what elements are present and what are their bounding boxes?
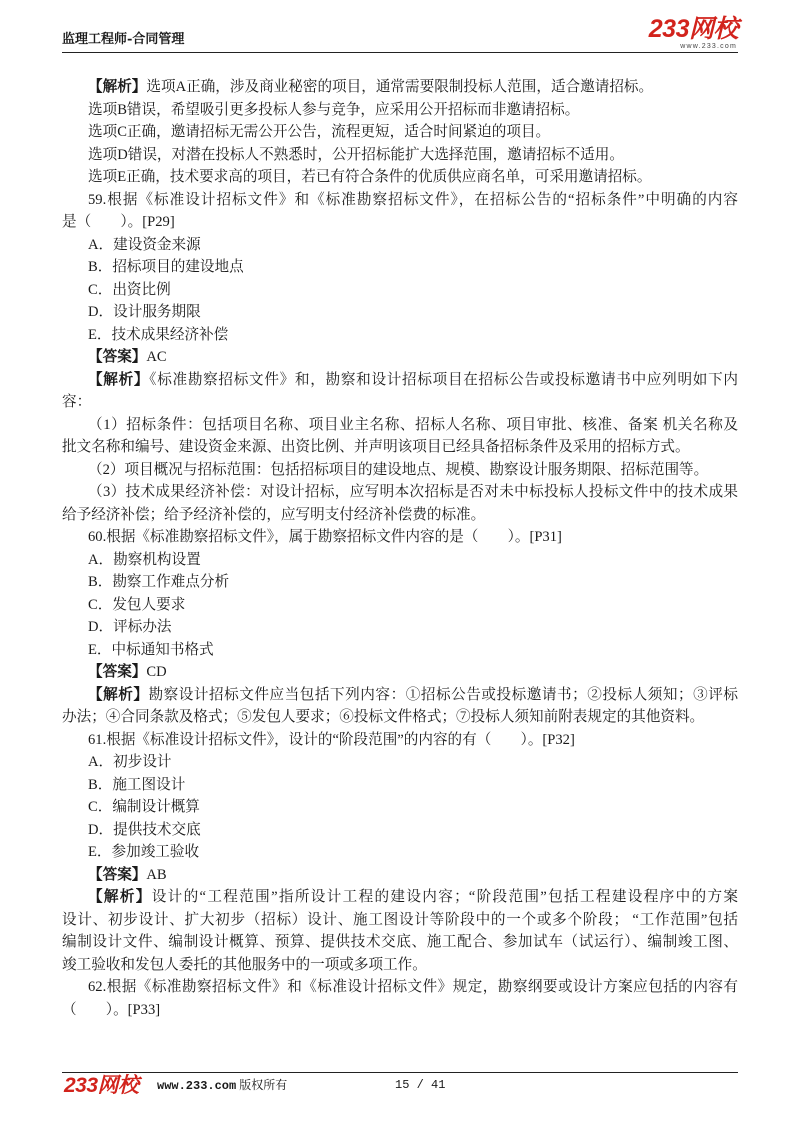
q58-analysis-line (62, 76, 738, 99)
answer-label: 【答案】 (88, 349, 147, 365)
q59-option-e: E．技术成果经济补偿 (88, 326, 229, 343)
footer-logo: 233网校 (64, 1074, 139, 1097)
q60-answer (62, 661, 738, 684)
q59-analysis-line: （3）技术成果经济补偿：对设计招标，应写明本次招标是否对未中标投标人投标文件中的技术成果 (88, 484, 738, 500)
q58-analysis-line: 选项B错误，希望吸引更多投标人参与竞争，应采用公开招标而非邀请招标。 (88, 101, 580, 118)
q61-option-a: A．初步设计 (88, 754, 172, 770)
page-number: 15 / 41 (395, 1078, 446, 1092)
header-divider (62, 52, 738, 53)
answer-label: 【答案】 (88, 866, 147, 883)
q61-analysis-line: 设计、初步设计、扩大初步（招标）设计、施工图设计等阶段中的一个或多个阶段； “工作范围”包括 (62, 911, 738, 928)
header-title: 监理工程师-合同管理 (62, 32, 185, 47)
page-content (62, 76, 738, 1021)
q62-stem: 62.根据《标准勘察招标文件》和《标准设计招标文件》规定，勘察纲要或设计方案应包括的内容有 (88, 979, 738, 995)
q60-option-a: A．勘察机构设置 (88, 551, 201, 568)
analysis-text: 勘察设计招标文件应当包括下列内容：①招标公告或投标邀请书；②投标人须知；③评标 (148, 686, 738, 703)
q59-analysis-line: （1）招标条件：包括项目名称、项目业主名称、招标人名称、项目审批、核准、备案 机关名称及 (88, 416, 738, 433)
analysis-label: 【解析】 (88, 371, 150, 388)
analysis-label: 【解析】 (88, 79, 147, 95)
answer-value: CD (146, 664, 167, 680)
analysis-text: 设计的“工程范围”指所设计工程的建设内容；“阶段范围”包括工程建设程序中的方案 (151, 889, 738, 905)
q60-option-d: D．评标办法 (88, 619, 172, 635)
footer-copyright (157, 1077, 287, 1094)
q60-option-b: B．勘察工作难点分析 (88, 574, 230, 590)
brand-logo: 233网校 (648, 15, 738, 43)
answer-value: AB (146, 866, 167, 883)
q59-option-c: C．出资比例 (88, 281, 171, 298)
q59-option-d: D．设计服务期限 (88, 304, 201, 320)
q62-stem: （ ）。[P33] (62, 1001, 161, 1018)
q58-analysis-line: 选项C正确，邀请招标无需公开公告，流程更短，适合时间紧迫的项目。 (88, 124, 551, 140)
answer-label: 【答案】 (88, 664, 147, 680)
q61-stem: 61.根据《标准设计招标文件》，设计的“阶段范围”的内容的有（ ）。[P32] (88, 731, 575, 748)
q60-analysis-line: 办法；④合同条款及格式；⑤发包人要求；⑥投标文件格式；⑦投标人须知前附表规定的其他资料。 (62, 709, 705, 725)
q61-analysis-line: 编制设计文件、编制设计概算、预算、提供技术交底、施工配合、参加试车（试运行）、编制竣工图、 (62, 934, 738, 950)
q59-option-a: A．建设资金来源 (88, 236, 201, 253)
q59-stem: 59.根据《标准设计招标文件》和《标准勘察招标文件》，在招标公告的“招标条件”中明确的内容 (88, 191, 738, 208)
q58-analysis-line: 选项D错误，对潜在投标人不熟悉时，公开招标能扩大选择范围，邀请招标不适用。 (88, 146, 624, 163)
q59-analysis-line: （2）项目概况与招标范围：包括招标项目的建设地点、规模、勘察设计服务期限、招标范围等。 (88, 461, 709, 478)
q61-option-c: C．编制设计概算 (88, 799, 200, 815)
q60-stem: 60.根据《标准勘察招标文件》，属于勘察招标文件内容的是（ ）。[P31] (88, 529, 562, 545)
q59-stem: 是（ ）。[P29] (62, 214, 175, 230)
q59-answer (62, 346, 738, 369)
analysis-label: 【解析】 (88, 889, 152, 905)
footer-copyright-text: 版权所有 (239, 1078, 288, 1092)
q61-answer (62, 864, 738, 887)
analysis-text: 《标准勘察招标文件》和，勘察和设计招标项目在招标公告或投标邀请书中应列明如下内 (149, 371, 738, 388)
analysis-text: 选项A正确，涉及商业秘密的项目，通常需要限制投标人范围，适合邀请招标。 (146, 79, 654, 95)
q61-analysis-line: 竣工验收和发包人委托的其他服务中的一项或多项工作。 (62, 956, 427, 973)
q61-option-d: D．提供技术交底 (88, 821, 201, 838)
q59-analysis-line: 批文名称和编号、建设资金来源、出资比例、并声明该项目已经具备招标条件及采用的招标方式。 (62, 439, 690, 455)
q60-analysis-line (62, 684, 738, 707)
q60-option-c: C．发包人要求 (88, 596, 186, 613)
q59-analysis-line (62, 369, 738, 392)
q61-option-e: E．参加竣工验收 (88, 844, 200, 860)
q59-analysis-line: 给予经济补偿；给予经济补偿的，应写明支付经济补偿费的标准。 (62, 506, 486, 523)
q59-analysis-line: 容： (62, 394, 92, 410)
q60-option-e: E．中标通知书格式 (88, 641, 214, 658)
brand-logo-url: www.233.com (680, 43, 737, 50)
answer-value: AC (146, 349, 167, 365)
analysis-label: 【解析】 (88, 686, 149, 703)
q59-option-b: B．招标项目的建设地点 (88, 259, 244, 275)
q58-analysis-line: 选项E正确，技术要求高的项目，若已有符合条件的优质供应商名单，可采用邀请招标。 (88, 169, 652, 185)
q61-analysis-line (62, 886, 738, 909)
footer-site-url: www.233.com (157, 1079, 237, 1093)
footer-divider (62, 1072, 738, 1073)
q61-option-b: B．施工图设计 (88, 776, 186, 793)
